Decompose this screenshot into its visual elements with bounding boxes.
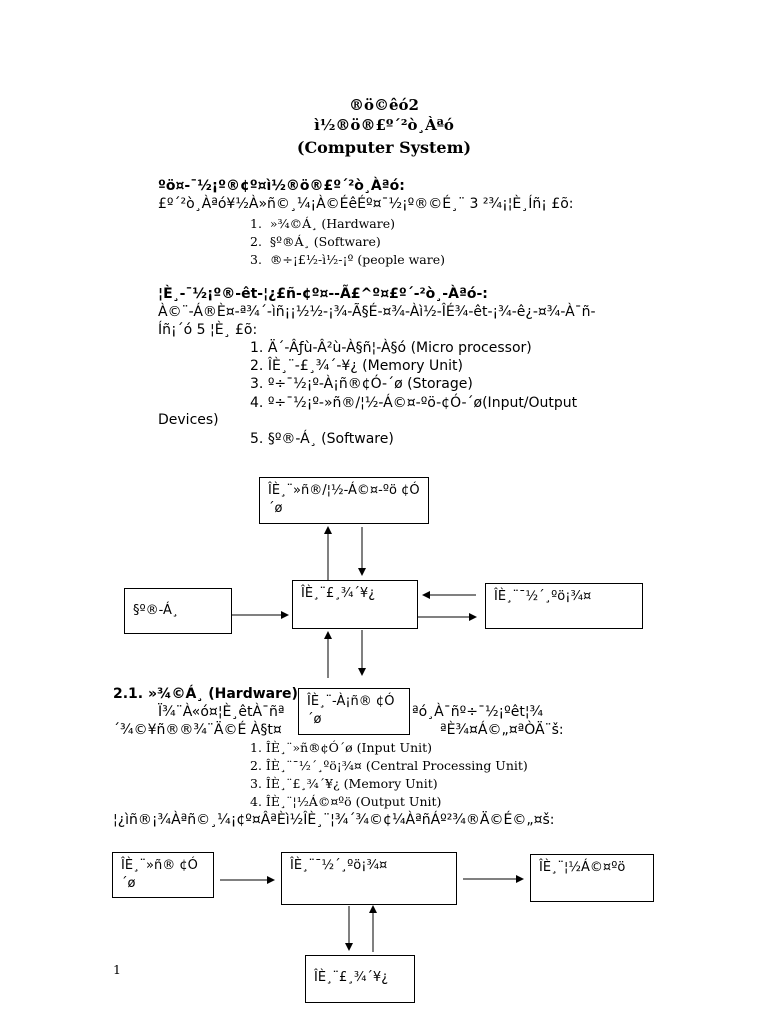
list-item: 1. »¾©Á¸ (Hardware) bbox=[250, 216, 396, 231]
processor-box: ÎÈ¸¨¯½´¸ºö¡¾¤ bbox=[485, 583, 643, 629]
list-item: 3. º÷¯½¡º-À¡ñ®¢Ó-´ø (Storage) bbox=[250, 376, 473, 392]
cpu-box: ÎÈ¸¨¯½´¸ºö¡¾¤ bbox=[281, 852, 457, 905]
list-item: 4. º÷¯½¡º-»ñ®/¦½-Á©¤-ºö-¢Ó-´ø(Input/Output bbox=[250, 395, 578, 411]
list-item: 1. ÎÈ¸¨»ñ®¢Ó´ø (Input Unit) bbox=[250, 740, 433, 755]
list-item: 4. ÎÈ¸¨¦½Á©¤ºö (Output Unit) bbox=[250, 794, 442, 809]
section1-intro: £º´²ò¸Àªó¥½À»ñ©¸¼¡À©ÉêÉº¤¯½¡º®©É¸¨ 3 ²¾¡¦È¸Íñ¡ £õ: bbox=[158, 196, 574, 212]
memory-unit-box-2: ÎÈ¸¨£¸¾´¥¿ bbox=[305, 955, 415, 1003]
list-item: 2. ÎÈ¸¨¯½´¸ºö¡¾¤ (Central Processing Unit) bbox=[250, 758, 528, 773]
section3-paragraph-line2a: ´¾©¥ñ®®¾¨Ä©É À§t¤ bbox=[113, 722, 282, 738]
section2-heading: ¦È¸-¯½¡º®-êt-¦¿£ñ-¢º¤--Ã£^º¤£º´-²ò¸-Àªó-: bbox=[158, 286, 488, 302]
chapter-title: ì½®ö®£º´²ò¸Àªó bbox=[314, 116, 454, 134]
list-item: 5. §º®-Á¸ (Software) bbox=[250, 431, 394, 447]
section3-paragraph-line2b: ªÈ¾¤Á©„¤ªÒÄ¨š: bbox=[440, 722, 564, 738]
input-unit-box: ÎÈ¸¨»ñ® ¢Ó´ø bbox=[112, 852, 214, 898]
list-item: 1. Ä´-Âƒù-Â²ù-À§ñ¦-À§ó (Micro processor) bbox=[250, 340, 532, 356]
section3-paragraph-line1b: ªó¸À¯ñº÷¯½¡ºêt¦¾ bbox=[412, 704, 544, 720]
list-item: 3. ÎÈ¸¨£¸¾´¥¿ (Memory Unit) bbox=[250, 776, 438, 791]
section1-heading: ºö¤-¯½¡º®¢º¤ì½®ö®£º´²ò¸Àªó: bbox=[158, 178, 405, 194]
list-item: 3. ®÷¡£½-ì½-¡º (people ware) bbox=[250, 252, 445, 267]
section3-heading: 2.1. »¾©Á¸ (Hardware) bbox=[113, 686, 298, 702]
list-item: 2. ÎÈ¸¨-£¸¾´-¥¿ (Memory Unit) bbox=[250, 358, 463, 374]
memory-unit-box: ÎÈ¸¨£¸¾´¥¿ bbox=[292, 580, 418, 629]
list-item-continuation: Devices) bbox=[158, 412, 219, 428]
software-box: §º®-Á¸ bbox=[124, 588, 232, 634]
section3-paragraph-line1a: Ï¾¨À«ó¤¦È¸êtÀ¯ñª bbox=[158, 704, 285, 720]
storage-unit-box: ÎÈ¸¨-À¡ñ® ¢Ó´ø bbox=[298, 688, 410, 735]
section2-paragraph-line2: Íñ¡´ó 5 ¦È¸ £õ: bbox=[158, 322, 258, 338]
page-number: 1 bbox=[113, 962, 121, 977]
section2-paragraph-line1: À©¨-Á®È¤-ª¾´-ìñ¡¡½½-¡¾-Ã§É-¤¾-Àì½-ÎÉ¾-êt-¡¾-ê¿-¤¾-À¯ñ- bbox=[158, 304, 596, 320]
io-unit-box: ÎÈ¸¨»ñ®/¦½-Á©¤-ºö ¢Ó´ø bbox=[259, 477, 429, 524]
output-unit-box: ÎÈ¸¨¦½Á©¤ºö bbox=[530, 854, 654, 902]
section3-trailing: ¦¿ìñ®¡¾Àªñ©¸¼¡¢º¤ÂªÈì½ÎÈ¸¨¦¾´¾©¢¼ÀªñÁº²¾®Ä©É©„¤š: bbox=[113, 812, 555, 828]
list-item: 2. §º®Á¸ (Software) bbox=[250, 234, 381, 249]
chapter-subtitle: (Computer System) bbox=[296, 138, 472, 157]
chapter-number: ®ö©êó2 bbox=[349, 96, 419, 114]
